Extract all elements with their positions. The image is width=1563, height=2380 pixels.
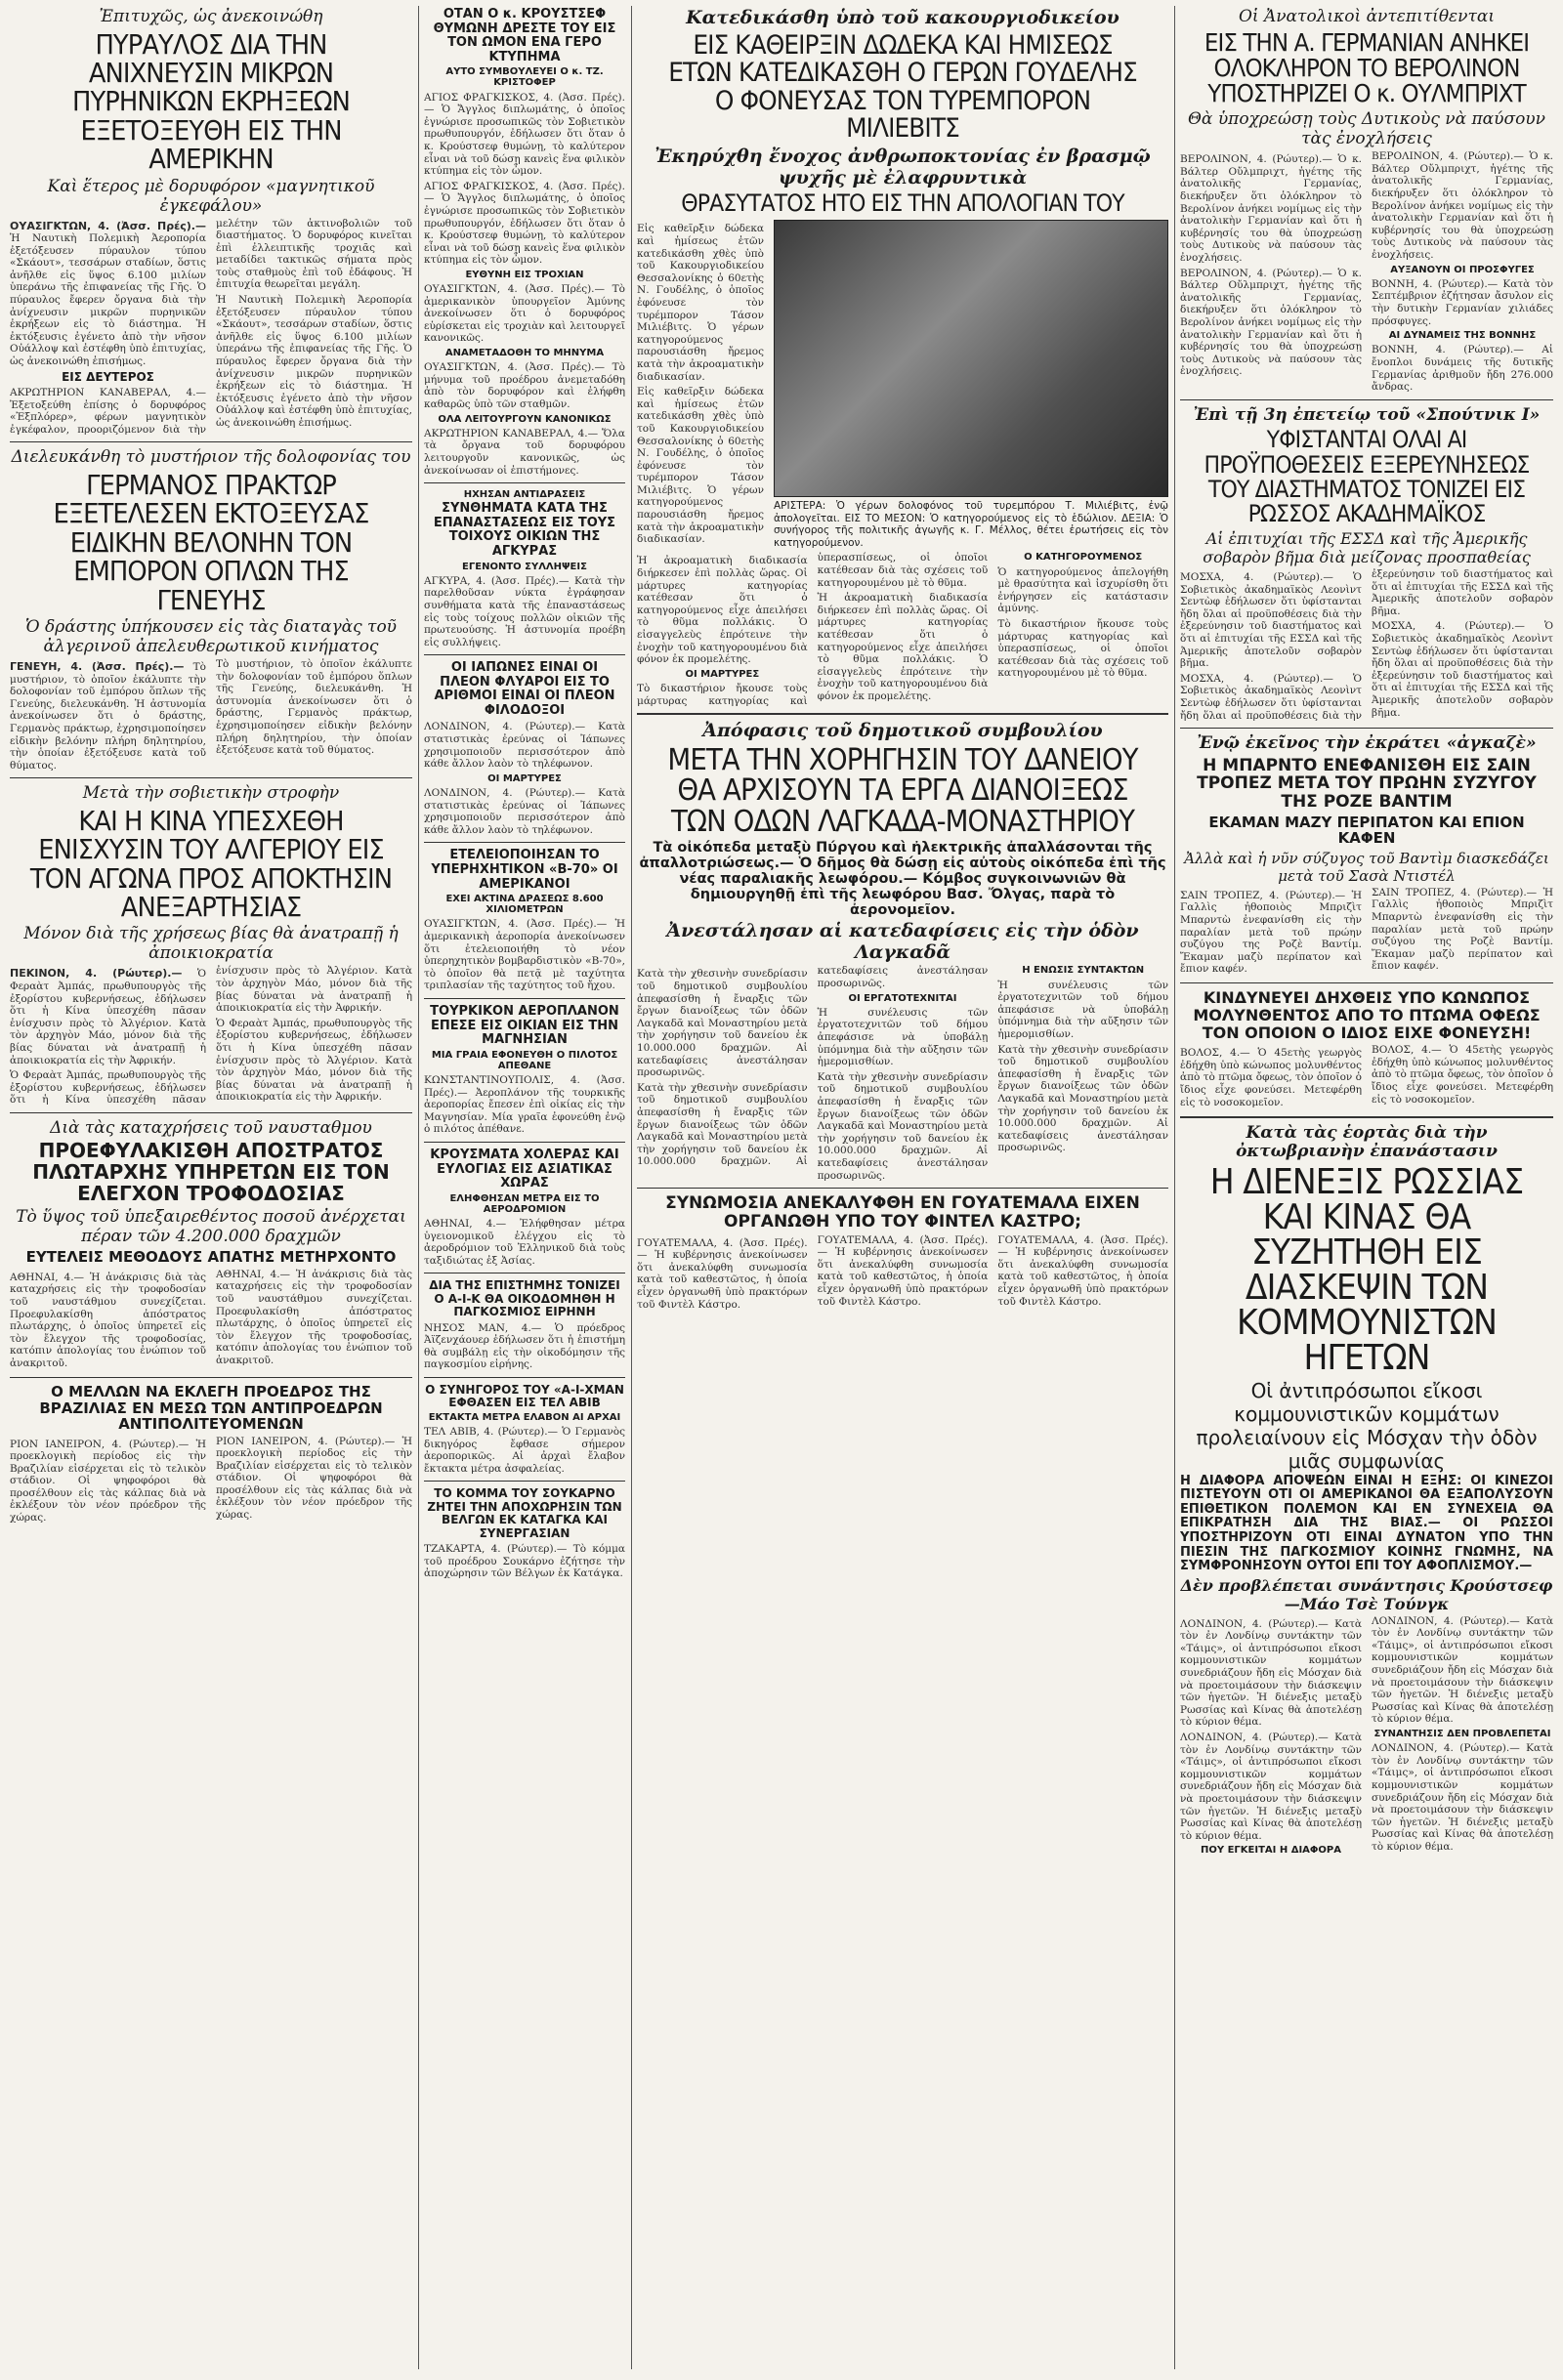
article-body: Ἡ συνέλευσις τῶν ἐργατοτεχνιτῶν τοῦ δήμου ἀπεφάσισε νὰ ὑποβάλῃ ὑπόμνημα διὰ τὴν αὔξησιν τῶν ἡμερομισθίων. (817, 1006, 989, 1068)
headline-plane-crash: ΤΟΥΡΚΙΚΟΝ ΑΕΡΟΠΛΑΝΟΝ ΕΠΕΣΕ ΕΙΣ ΟΙΚΙΑΝ ΕΙΣ ΤΗΝ ΜΑΓΝΗΣΙΑΝ (430, 1003, 619, 1048)
subheadline: Ἀλλὰ καὶ ἡ νῦν σύζυγος τοῦ Βαντὶμ διασκεδάζει μετὰ τοῦ Σασὰ Ντιστέλ (1184, 849, 1549, 885)
headline-agent: ΓΕΡΜΑΝΟΣ ΠΡΑΚΤΩΡ ΕΞΕΤΕΛΕΣΕΝ ΕΚΤΟΞΕΥΣΑΣ ΕΙΔΙΚΗΝ ΒΕΛΟΝΗΝ ΤΟΝ ΕΜΠΟΡΟΝ ΟΠΛΩΝ ΤΗΣ ΓΕΝΕΥΗΣ (53, 468, 369, 616)
article-body: ΛΟΝΔΙΝΟΝ, 4. (Ρώυτερ).— Κατὰ τὸν ἐν Λονδίνῳ συντάκτην τῶν «Τάιμς», οἱ ἀντιπρόσωποι εἴκοσι κομμουνιστικῶν κομμάτων συνεδριάζουν ἤδη εἰς Μόσχαν διὰ νὰ προετοιμάσουν τὴν διάσκεψιν τῶν ἡγετῶν. Ἡ διένεξις μεταξὺ Ρωσσίας καὶ Κίνας θὰ ἀποτελέσῃ τὸ κύριον θέμα. (1180, 1617, 1362, 1729)
section-heading: ΟΙ ΜΑΡΤΥΡΕΣ (685, 668, 760, 680)
article-body: Εἰς καθεῖρξιν δώδεκα καὶ ἡμίσεως ἐτῶν κατεδικάσθη χθὲς ὑπὸ τοῦ Κακουργιοδικείου Θεσσαλονίκης ὁ 60ετὴς Ν. Γουδέλης, ὁ ὁποῖος ἐφόνευσε τὸν τυρέμπορον Τάσον Μιλιέβιτς. Ὁ γέρων κατηγορούμενος παρουσιάσθη ἤρεμος κατὰ τὴν ἀκροαματικὴν διαδικασίαν. (637, 223, 764, 383)
article-body: Τὸ δικαστήριον ἤκουσε τοὺς μάρτυρας κατηγορίας καὶ ὑπερασπίσεως, οἱ ὁποῖοι κατέθεσαν διὰ τὰς σχέσεις τοῦ κατηγορουμένου μὲ τὸ θῦμα. (637, 552, 989, 707)
section-heading: ΕΥΘΥΝΗ ΕΙΣ ΤΡΟΧΙΑΝ (465, 269, 584, 280)
dateline: ΟΥΑΣΙΓΚΤΩΝ, 4. (Ἀσσ. Πρές).— (10, 219, 206, 232)
headline-ankara: ΣΥΝΘΗΜΑΤΑ ΚΑΤΑ ΤΗΣ ΕΠΑΝΑΣΤΑΣΕΩΣ ΕΙΣ ΤΟΥΣ ΤΟΙΧΟΥΣ ΟΙΚΙΩΝ ΤΗΣ ΑΓΚΥΡΑΣ (433, 501, 616, 559)
article-body: Τὸ μυστήριον, τὸ ὁποῖον ἐκάλυπτε τὴν δολοφονίαν τοῦ ἐμπόρου ὅπλων τῆς Γενεύης, διελευκάνθη. Ἡ ἀστυνομία ἀνεκοίνωσεν ὅτι ὁ δράστης, Γερμανὸς πράκτωρ, ἐχρησιμοποίησεν εἰδικὴν βελόνην πλήρη δηλητηρίου, τὴν ὁποίαν ἐξετόξευσε κατὰ τοῦ θύματος. (10, 660, 206, 772)
subheadline: ΜΙΑ ΓΡΑΙΑ ΕΦΟΝΕΥΘΗ Ο ΠΙΛΟΤΟΣ ΑΠΕΘΑΝΕ (431, 1049, 618, 1071)
article-body: Ὁ Φεραὰτ Ἀμπάς, πρωθυπουργὸς τῆς ἐξορίστου κυβερνήσεως, ἐδήλωσεν ὅτι ἡ Κίνα ὑπεσχέθη πᾶσαν ἐνίσχυσιν πρὸς τὸ Ἀλγέριον. Κατὰ τὸν ἀρχηγὸν Μάο, μόνον διὰ τῆς βίας δύναται νὰ ἀνατραπῇ ἡ ἀποικιοκρατία εἰς τὴν Ἀφρικήν. (10, 968, 206, 1066)
article-body: ΟΥΑΣΙΓΚΤΩΝ, 4. (Ἀσσ. Πρές).— Τὸ μήνυμα τοῦ προέδρου ἀνεμεταδόθη ἀπὸ τὸν δορυφόρον καὶ ἐλήφθη καθαρῶς ὑπὸ τῶν σταθμῶν. (424, 361, 625, 410)
headline-naval: ΠΡΟΕΦΥΛΑΚΙΣΘΗ ΑΠΟΣΤΡΑΤΟΣ ΠΛΩΤΑΡΧΗΣ ΥΠΗΡΕΤΩΝ ΕΙΣ ΤΟΝ ΕΛΕΓΧΟΝ ΤΡΟΦΟΔΟΣΙΑΣ (32, 1139, 390, 1205)
article-body: ΑΓΚΥΡΑ, 4. (Ἀσσ. Πρές).— Κατὰ τὴν παρελθοῦσαν νύκτα ἐγράφησαν συνθήματα κατὰ τῆς ἐπαναστάσεως εἰς τοὺς τοίχους πολλῶν οἰκιῶν τῆς πρωτευούσης. Ἡ ἀστυνομία προέβη εἰς συλλήψεις. (424, 574, 625, 648)
article-body: Εἰς καθεῖρξιν δώδεκα καὶ ἡμίσεως ἐτῶν κατεδικάσθη χθὲς ὑπὸ τοῦ Κακουργιοδικείου Θεσσαλονίκης ὁ 60ετὴς Ν. Γουδέλης, ὁ ὁποῖος ἐφόνευσε τὸν τυρέμπορον Τάσον Μιλιέβιτς. Ὁ γέρων κατηγορούμενος παρουσιάσθη ἤρεμος κατὰ τὴν ἀκροαματικὴν διαδικασίαν. (637, 386, 764, 546)
headline-china: ΚΑΙ Η ΚΙΝΑ ΥΠΕΣΧΕΘΗ ΕΝΙΣΧΥΣΙΝ ΤΟΥ ΑΛΓΕΡΙΟΥ ΕΙΣ ΤΟΝ ΑΓΩΝΑ ΠΡΟΣ ΑΠΟΚΤΗΣΙΝ ΑΝΕΞΑΡΤΗΣΙΑΣ (29, 804, 393, 923)
subheadline: Τὰ οἰκόπεδα μεταξὺ Πύργου καὶ ἠλεκτρικῆς ἀπαλλάσονται τῆς ἀπαλλοτριώσεως.— Ὁ δῆμος θὰ δώσῃ εἰς αὐτοὺς οἰκόπεδα ἐπὶ τῆς νέας παραλιακῆς λεωφόρου.— Κόμβος συγκοινωνιῶν θὰ δημιουργηθῇ ἐπὶ τῆς λεωφόρου Βασ. Ὄλγας, παρὰ τὸ ἀερονομεῖον. (639, 840, 1166, 919)
section-heading: Η ΕΝΩΣΙΣ ΣΥΝΤΑΚΤΩΝ (1022, 965, 1145, 977)
column-rule (631, 6, 632, 2369)
court-photo (774, 220, 1168, 497)
headline-mosquito: ΚΙΝΔΥΝΕΥΕΙ ΔΗΧΘΕΙΣ ΥΠΟ ΚΩΝΩΠΟΣ ΜΟΛΥΝΘΕΝΤΟΣ ΑΠΟ ΤΟ ΠΤΩΜΑ ΟΦΕΩΣ ΤΟΝ ΟΠΟΙΟΝ Ο ΙΔΙΟΣ ΕΙΧΕ ΦΟΝΕΥΣΗ! (1193, 988, 1541, 1042)
section-heading: ΑΥΞΑΝΟΥΝ ΟΙ ΠΡΟΣΦΥΓΕΣ (1390, 264, 1535, 275)
article-body: Ἡ ἀκροαματικὴ διαδικασία διήρκεσεν ἐπὶ πολλὰς ὥρας. Οἱ μάρτυρες κατηγορίας κατέθεσαν ὅτι ὁ κατηγορούμενος εἶχε ἀπειλήσει τὸ θῦμα πολλάκις. Ὁ εἰσαγγελεὺς ἐπρότεινε τὴν ἐνοχὴν τοῦ κατηγορουμένου διὰ φόνον ἐκ προμελέτης. (637, 555, 808, 666)
subheadline: Αἱ ἐπιτυχίαι τῆς ΕΣΣΔ καὶ τῆς Ἀμερικῆς σοβαρὸν βῆμα διὰ μείζονας προσπαθείας (1203, 529, 1531, 567)
section-heading: Ο ΚΑΤΗΓΟΡΟΥΜΕΝΟΣ (1024, 552, 1143, 564)
subheadline: Μόνον διὰ τῆς χρήσεως βίας θὰ ἀνατραπῇ ἡ ἀποικιοκρατία (23, 924, 399, 964)
article-body: Ἡ ἀκροαματικὴ διαδικασία διήρκεσεν ἐπὶ πολλὰς ὥρας. Οἱ μάρτυρες κατηγορίας κατέθεσαν ὅτι ὁ κατηγορούμενος εἶχε ἀπειλήσει τὸ θῦμα πολλάκις. Ὁ εἰσαγγελεὺς ἐπρότεινε τὴν ἐνοχὴν τοῦ κατηγορουμένου διὰ φόνον ἐκ προμελέτης. (817, 592, 989, 702)
article-body: ΣΑΙΝ ΤΡΟΠΕΖ, 4. (Ρώυτερ).— Ἡ Γαλλὶς ἠθοποιὸς Μπριζὶτ Μπαρντὼ ἐνεφανίσθη εἰς τὴν παραλίαν μετὰ τοῦ πρώην συζύγου της Ροζὲ Βαντίμ. Ἔκαμαν μαζὺ περίπατον καὶ ἔπιον καφέν. (1180, 889, 1362, 976)
article-body: ΒΕΡΟΛΙΝΟΝ, 4. (Ρώυτερ).— Ὁ κ. Βάλτερ Οὔλμπριχτ, ἡγέτης τῆς ἀνατολικῆς Γερμανίας, διεκήρυξεν ὅτι ὁλόκληρον τὸ Βερολίνον ἀνήκει νομίμως εἰς τὴν ἀνατολικὴν Γερμανίαν καὶ ὅτι ἡ κυβέρνησίς του θὰ ὑποχρεώσῃ τοὺς Δυτικοὺς νὰ παύσουν τὰς ἐνοχλήσεις. (1372, 150, 1553, 262)
article-body: ΤΖΑΚΑΡΤΑ, 4. (Ρώυτερ).— Τὸ κόμμα τοῦ προέδρου Σουκάρνο ἐζήτησε τὴν ἀποχώρησιν τῶν Βέλγων ἐκ Κατάγκα. (424, 1543, 625, 1580)
kicker: Διελευκάνθη τὸ μυστήριον τῆς δολοφονίας του (11, 447, 411, 468)
article-body: Κατὰ τὴν χθεσινὴν συνεδρίασιν τοῦ δημοτικοῦ συμβουλίου ἀπεφασίσθη ἡ ἔναρξις τῶν ἔργων διανοίξεως τῶν ὁδῶν Λαγκαδᾶ καὶ Μοναστηρίου μετὰ τὴν χορήγησιν τοῦ δανείου ἐκ 10.000.000 δραχμῶν. Αἱ κατεδαφίσεις ἀνεστάλησαν προσωρινῶς. (997, 1043, 1168, 1154)
kicker: Διὰ τὰς καταχρήσεις τοῦ ναυσταθμου (50, 1117, 372, 1138)
section-heading: ΠΟΥ ΕΓΚΕΙΤΑΙ Η ΔΙΑΦΟΡΑ (1201, 1845, 1341, 1857)
article-body: Κατὰ τὴν χθεσινὴν συνεδρίασιν τοῦ δημοτικοῦ συμβουλίου ἀπεφασίσθη ἡ ἔναρξις τῶν ἔργων διανοίξεως τῶν ὁδῶν Λαγκαδᾶ καὶ Μοναστηρίου μετὰ τὴν χορήγησιν τοῦ δανείου ἐκ 10.000.000 δραχμῶν. Αἱ κατεδαφίσεις ἀνεστάλησαν προσωρινῶς. (637, 965, 989, 1168)
subheadline: Ἐκηρύχθη ἔνοχος ἀνθρωποκτονίας ἐν βρασμῷ ψυχῆς μὲ ἐλαφρυντικὰ (655, 146, 1151, 189)
newspaper-page (10, 6, 1553, 2369)
headline-japanese: ΟΙ ΙΑΠΩΝΕΣ ΕΙΝΑΙ ΟΙ ΠΛΕΟΝ ΦΛΥΑΡΟΙ ΕΙΣ ΤΟ ΑΡΙΘΜΟΙ ΕΙΝΑΙ ΟΙ ΠΛΕΟΝ ΦΙΛΟΔΟΞΟΙ (434, 660, 615, 718)
article-body: Κατὰ τὴν χθεσινὴν συνεδρίασιν τοῦ δημοτικοῦ συμβουλίου ἀπεφασίσθη ἡ ἔναρξις τῶν ἔργων διανοίξεως τῶν ὁδῶν Λαγκαδᾶ καὶ Μοναστηρίου μετὰ τὴν χορήγησιν τοῦ δανείου ἐκ 10.000.000 δραχμῶν. Αἱ κατεδαφίσεις ἀνεστάλησαν προσωρινῶς. (817, 1070, 989, 1182)
column-rule (1174, 6, 1175, 2369)
kicker: Ἐπιτυχῶς, ὡς ἀνεκοινώθη (99, 7, 323, 26)
article-body: ΝΗΣΟΣ ΜΑΝ, 4.— Ὁ πρόεδρος Ἀϊζενχάουερ ἐδήλωσεν ὅτι ἡ ἐπιστήμη θὰ συμβάλῃ εἰς τὴν οἰκοδόμησιν τῆς παγκοσμίου εἰρήνης. (424, 1321, 625, 1371)
column-rule (418, 6, 419, 2369)
kicker: Μετὰ τὴν σοβιετικὴν στροφὴν (82, 783, 340, 804)
article-body: ΜΟΣΧΑ, 4. (Ρώυτερ).— Ὁ Σοβιετικὸς ἀκαδημαϊκὸς Λεονὶντ Σεντὼφ ἐδήλωσεν ὅτι ὑφίστανται ἤδη ὅλαι αἱ προϋποθέσεις διὰ τὴν ἐξερεύνησιν τοῦ διαστήματος καὶ ὅτι αἱ ἐπιτυχίαι τῆς ΕΣΣΔ καὶ τῆς Ἀμερικῆς ἀποτελοῦν σοβαρὸν βῆμα. (1180, 568, 1553, 722)
article-body: ΓΟΥΑΤΕΜΑΛΑ, 4. (Ἀσσ. Πρές).— Ἡ κυβέρνησις ἀνεκοίνωσεν ὅτι ἀνεκαλύφθη συνωμοσία κατὰ τοῦ καθεστῶτος, ἡ ὁποία εἶχεν ὀργανωθῆ ὑπὸ πρακτόρων τοῦ Φιντὲλ Κάστρο. (637, 1236, 808, 1311)
article-body: Τὸ μυστήριον, τὸ ὁποῖον ἐκάλυπτε τὴν δολοφονίαν τοῦ ἐμπόρου ὅπλων τῆς Γενεύης, διελευκάνθη. Ἡ ἀστυνομία ἀνεκοίνωσεν ὅτι ὁ δράστης, Γερμανὸς πράκτωρ, ἐχρησιμοποίησεν εἰδικὴν βελόνην πλήρη δηλητηρίου, τὴν ὁποίαν ἐξετόξευσε κατὰ τοῦ θύματος. (216, 657, 412, 757)
article-body: ΒΕΡΟΛΙΝΟΝ, 4. (Ρώυτερ).— Ὁ κ. Βάλτερ Οὔλμπριχτ, ἡγέτης τῆς ἀνατολικῆς Γερμανίας, διεκήρυξεν ὅτι ὁλόκληρον τὸ Βερολίνον ἀνήκει νομίμως εἰς τὴν ἀνατολικὴν Γερμανίαν καὶ ὅτι ἡ κυβέρνησίς του θὰ ὑποχρεώσῃ τοὺς Δυτικοὺς νὰ παύσουν τὰς ἐνοχλήσεις. (1180, 267, 1362, 378)
article-body: ΑΓΙΟΣ ΦΡΑΓΚΙΣΚΟΣ, 4. (Ἀσσ. Πρές).— Ὁ Ἄγγλος διπλωμάτης, ὁ ὁποῖος ἐγνώρισε προσωπικῶς τὸν Σοβιετικὸν πρωθυπουργόν, ἐδήλωσεν ὅτι ὅταν ὁ κ. Κρούστσεφ θυμώνῃ, τὸ καλύτερον εἶναι νὰ τοῦ δώσῃ κανεὶς ἕνα φιλικὸν κτύπημα εἰς τὸν ὦμον. (424, 180, 625, 267)
subheadline: Καὶ ἕτερος μὲ δορυφόρον «μαγνητικοῦ ἐγκεφάλου» (47, 176, 375, 216)
article-body: ΓΟΥΑΤΕΜΑΛΑ, 4. (Ἀσσ. Πρές).— Ἡ κυβέρνησις ἀνεκοίνωσεν ὅτι ἀνεκαλύφθη συνωμοσία κατὰ τοῦ καθεστῶτος, ἡ ὁποία εἶχεν ὀργανωθῆ ὑπὸ πρακτόρων τοῦ Φιντὲλ Κάστρο. (817, 1233, 989, 1308)
headline-defense: ΘΡΑΣΥΤΑΤΟΣ ΗΤΟ ΕΙΣ ΤΗΝ ΑΠΟΛΟΓΙΑΝ ΤΟΥ (681, 189, 1124, 218)
article-body: ΜΟΣΧΑ, 4. (Ρώυτερ).— Ὁ Σοβιετικὸς ἀκαδημαϊκὸς Λεονὶντ Σεντὼφ ἐδήλωσεν ὅτι ὑφίστανται ἤδη ὅλαι αἱ προϋποθέσεις διὰ τὴν ἐξερεύνησιν τοῦ διαστήματος καὶ ὅτι αἱ ἐπιτυχίαι τῆς ΕΣΣΔ καὶ τῆς Ἀμερικῆς ἀποτελοῦν σοβαρὸν βῆμα. (1180, 571, 1362, 670)
subheadline: ΕΧΕΙ ΑΚΤΙΝΑ ΔΡΑΣΕΩΣ 8.600 ΧΙΛΙΟΜΕΤΡΩΝ (445, 894, 604, 916)
article-body: ΚΩΝΣΤΑΝΤΙΝΟΥΠΟΛΙΣ, 4. (Ἀσσ. Πρές).— Ἀεροπλάνον τῆς τουρκικῆς ἀεροπορίας ἔπεσεν ἐπὶ οἰκίας εἰς τὴν Μαγνησίαν. Μία γραῖα ἐφονεύθη ἐνῷ ὁ πιλότος ἀπέθανε. (424, 1074, 625, 1136)
article-body: ΡΙΟΝ ΙΑΝΕΙΡΟΝ, 4. (Ρώυτερ).— Ἡ προεκλογικὴ περίοδος εἰς τὴν Βραζιλίαν εἰσέρχεται εἰς τὸ τελικὸν στάδιον. Οἱ ψηφοφόροι θὰ προσέλθουν εἰς τὰς κάλπας διὰ νὰ ἐκλέξουν τὸν νέον πρόεδρον τῆς χώρας. (216, 1435, 412, 1522)
article-body: ΑΚΡΩΤΗΡΙΟΝ ΚΑΝΑΒΕΡΑΛ, 4.— Ἐξετοξεύθη ἐπίσης ὁ δορυφόρος «Ἐξπλόρερ», φέρων μαγνητικὸν ἐγκέφαλον, προοριζόμενον διὰ τὴν μελέτην τῶν ἀκτινοβολιῶν τοῦ διαστήματος. Ὁ δορυφόρος κινεῖται ἐπὶ ἐλλειπτικῆς τροχιᾶς καὶ μεταδίδει τακτικῶς σήματα πρὸς τοὺς σταθμοὺς ἐπὶ τοῦ ἐδάφους. Ἡ ἐπιτυχία θεωρεῖται μεγάλη. (10, 217, 412, 436)
article-body: ΑΘΗΝΑΙ, 4.— Ἡ ἀνάκρισις διὰ τὰς καταχρήσεις εἰς τὴν τροφοδοσίαν τοῦ ναυστάθμου συνεχίζεται. Προεφυλακίσθη ἀπόστρατος πλωτάρχης, ὁ ὁποῖος ὑπηρετεῖ εἰς τὸν ἔλεγχον τῆς τροφοδοσίας, κατόπιν ἀπολογίας του ἐνώπιον τοῦ ἀνακριτοῦ. (216, 1268, 412, 1366)
headline-space: ΥΦΙΣΤΑΝΤΑΙ ΟΛΑΙ ΑΙ ΠΡΟΫΠΟΘΕΣΕΙΣ ΕΞΕΡΕΥΝΗΣΕΩΣ ΤΟΥ ΔΙΑΣΤΗΜΑΤΟΣ ΤΟΝΙΖΕΙ ΕΙΣ ΡΩΣΣΟΣ ΑΚΑΔΗΜΑΪΚΟΣ (1204, 426, 1530, 527)
headline-bardot-walk: ΕΚΑΜΑΝ ΜΑΖΥ ΠΕΡΙΠΑΤΟΝ ΚΑΙ ΕΠΙΟΝ ΚΑΦΕΝ (1208, 813, 1525, 848)
kicker: Οἱ Ἀνατολικοὶ ἀντεπιτίθενται (1238, 7, 1496, 26)
headline-eichmann: Ο ΣΥΝΗΓΟΡΟΣ ΤΟΥ «Α-Ι-ΧΜΑΝ ΕΦΘΑΣΕΝ ΕΙΣ ΤΕΛ ΑΒΙΒ (425, 1383, 624, 1410)
article-body: ΡΙΟΝ ΙΑΝΕΙΡΟΝ, 4. (Ρώυτερ).— Ἡ προεκλογικὴ περίοδος εἰς τὴν Βραζιλίαν εἰσέρχεται εἰς τὸ τελικὸν στάδιον. Οἱ ψηφοφόροι θὰ προσέλθουν εἰς τὰς κάλπας διὰ νὰ ἐκλέξουν τὸν νέον πρόεδρον τῆς χώρας. (10, 1438, 206, 1524)
column-4 (1180, 6, 1553, 1858)
section-heading: ΟΙ ΜΑΡΤΥΡΕΣ (487, 772, 562, 784)
article-body: Ὁ Φεραὰτ Ἀμπάς, πρωθυπουργὸς τῆς ἐξορίστου κυβερνήσεως, ἐδήλωσεν ὅτι ἡ Κίνα ὑπεσχέθη πᾶσαν ἐνίσχυσιν πρὸς τὸ Ἀλγέριον. Κατὰ τὸν ἀρχηγὸν Μάο, μόνον διὰ τῆς βίας δύναται νὰ ἀνατραπῇ ἡ ἀποικιοκρατία εἰς τὴν Ἀφρικήν. (216, 1017, 412, 1104)
kicker: Κατὰ τὰς ἑορτὰς διὰ τὴν ὀκτωβριανὴν ἐπανάστασιν (1236, 1122, 1498, 1162)
headline-science-peace: ΔΙΑ ΤΗΣ ΕΠΙΣΤΗΜΗΣ ΤΟΝΙΖΕΙ Ο Α-Ι-Κ ΘΑ ΟΙΚΟΔΟΜΗΘΗ Η ΠΑΓΚΟΣΜΙΟΣ ΕΙΡΗΝΗ (429, 1278, 620, 1319)
subheadline: ΕΛΗΦΘΗΣΑΝ ΜΕΤΡΑ ΕΙΣ ΤΟ ΑΕΡΟΔΡΟΜΙΟΝ (449, 1192, 600, 1215)
headline-fraud: ΕΥΤΕΛΕΙΣ ΜΕΘΟΔΟΥΣ ΑΠΑΤΗΣ ΜΕΤΗΡΧΟΝΤΟ (25, 1248, 397, 1267)
section-heading: ΕΙΣ ΔΕΥΤΕΡΟΣ (62, 369, 154, 384)
subheadline: Θὰ ὑποχρεώσῃ τοὺς Δυτικοὺς νὰ παύσουν τὰς ἐνοχλήσεις (1188, 109, 1545, 149)
headline-cholera: ΚΡΟΥΣΜΑΤΑ ΧΟΛΕΡΑΣ ΚΑΙ ΕΥΛΟΓΙΑΣ ΕΙΣ ΑΣΙΑΤΙΚΑΣ ΧΩΡΑΣ (430, 1147, 619, 1191)
article-body: Τὸ δικαστήριον ἤκουσε τοὺς μάρτυρας κατηγορίας καὶ ὑπερασπίσεως, οἱ ὁποῖοι κατέθεσαν διὰ τὰς σχέσεις τοῦ κατηγορουμένου μὲ τὸ θῦμα. (997, 617, 1168, 680)
subheadline: ΑΥΤΟ ΣΥΜΒΟΥΛΕΥΕΙ Ο κ. ΤΖ. ΚΡΙΣΤΟΦΕΡ (445, 66, 604, 89)
dateline: ΓΕΝΕΥΗ, 4. (Ἀσσ. Πρές).— (10, 659, 185, 673)
article-body: ΛΟΝΔΙΝΟΝ, 4. (Ρώυτερ).— Κατὰ στατιστικὰς ἐρεύνας οἱ Ἰάπωνες χρησιμοποιοῦν περισσότερον ἀπὸ κάθε ἄλλον λαὸν τὸ τηλέφωνον. (424, 721, 625, 771)
subheadline: ΕΚΤΑΚΤΑ ΜΕΤΡΑ ΕΛΑΒΟΝ ΑΙ ΑΡΧΑΙ (428, 1411, 621, 1423)
article-body: ΒΟΛΟΣ, 4.— Ὁ 45ετὴς γεωργὸς ἐδήχθη ὑπὸ κώνωπος μολυνθέντος ἀπὸ τὸ πτῶμα ὄφεως, τὸν ὁποῖον ὁ ἴδιος εἶχε φονεύσει. Μετεφέρθη εἰς τὸ νοσοκομεῖον. (1372, 1044, 1553, 1106)
headline-b70: ΕΤΕΛΕΙΟΠΟΙΗΣΑΝ ΤΟ ΥΠΕΡΗΧΗΤΙΚΟΝ «Β-70» ΟΙ ΑΜΕΡΙΚΑΝΟΙ (431, 848, 618, 892)
section-heading: ΑΙ ΔΥΝΑΜΕΙΣ ΤΗΣ ΒΟΝΝΗΣ (1388, 330, 1537, 342)
photo-caption: ΑΡΙΣΤΕΡΑ: Ὁ γέρων δολοφόνος τοῦ τυρεμπόρου Τ. Μιλιέβιτς, ἐνῷ ἀπολογεῖται. ΕΙΣ ΤΟ ΜΕΣΟΝ: Ὁ κατηγορούμενος εἰς τὸ ἑδώλιον. ΔΕΞΙΑ: Ὁ συνήγορος τῆς πολιτικῆς ἀγωγῆς κ. Γ. Μέλλος, θέτει ἐρωτήσεις εἰς τὸν κατηγορούμενον. (774, 500, 1168, 549)
headline-russia-china: Η ΔΙΕΝΕΞΙΣ ΡΩΣΣΙΑΣ ΚΑΙ ΚΙΝΑΣ ΘΑ ΣΥΖΗΤΗΘΗ ΕΙΣ ΔΙΑΣΚΕΨΙΝ ΤΩΝ ΚΟΜΜΟΥΝΙΣΤΩΝ ΗΓΕΤΩΝ (1209, 1161, 1524, 1378)
headline-sukarno: ΤΟ ΚΟΜΜΑ ΤΟΥ ΣΟΥΚΑΡΝΟ ΖΗΤΕΙ ΤΗΝ ΑΠΟΧΩΡΗΣΙΝ ΤΩΝ ΒΕΛΓΩΝ ΕΚ ΚΑΤΑΓΚΑ ΚΑΙ ΣΥΝΕΡΓΑΣΙΑΝ (427, 1486, 622, 1540)
section-heading: ΟΙ ΕΡΓΑΤΟΤΕΧΝΙΤΑΙ (848, 992, 957, 1004)
article-body: ΒΕΡΟΛΙΝΟΝ, 4. (Ρώυτερ).— Ὁ κ. Βάλτερ Οὔλμπριχτ, ἡγέτης τῆς ἀνατολικῆς Γερμανίας, διεκήρυξεν ὅτι ὁλόκληρον τὸ Βερολίνον ἀνήκει νομίμως εἰς τὴν ἀνατολικὴν Γερμανίαν καὶ ὅτι ἡ κυβέρνησίς του θὰ ὑποχρεώσῃ τοὺς Δυτικοὺς νὰ παύσουν τὰς ἐνοχλήσεις. (1180, 153, 1362, 265)
column-3 (637, 6, 1168, 1312)
dateline: ΠΕΚΙΝΟΝ, 4. (Ρώυτερ).— (10, 967, 183, 981)
kicker: Κατεδικάσθη ὑπὸ τοῦ κακουργιοδικείου (686, 7, 1119, 28)
kicker: Ἐπὶ τῇ 3η ἐπετείῳ τοῦ «Σπούτνικ Ι» (1193, 404, 1541, 425)
headline-brazil: Ο ΜΕΛΛΩΝ ΝΑ ΕΚΛΕΓΗ ΠΡΟΕΔΡΟΣ ΤΗΣ ΒΡΑΖΙΛΙΑΣ ΕΝ ΜΕΣΩ ΤΩΝ ΑΝΤΙΠΡΟΕΔΡΩΝ ΑΝΤΙΠΟΛΙΤΕΥΟΜΕΝΩΝ (39, 1383, 383, 1433)
article-body: ΑΚΡΩΤΗΡΙΟΝ ΚΑΝΑΒΕΡΑΛ, 4.— Ὅλα τὰ ὄργανα τοῦ δορυφόρου λειτουργοῦν κανονικῶς, ὡς ἀνεκοίνωσαν οἱ ἐπιστήμονες. (424, 427, 625, 477)
subheadline: Ὁ δράστης ὑπήκουσεν εἰς τὰς διαταγὰς τοῦ ἀλγερινοῦ ἀπελευθερωτικοῦ κινήματος (24, 616, 398, 656)
article-body: ΓΟΥΑΤΕΜΑΛΑ, 4. (Ἀσσ. Πρές).— Ἡ κυβέρνησις ἀνεκοίνωσεν ὅτι ἀνεκαλύφθη συνωμοσία κατὰ τοῦ καθεστῶτος, ἡ ὁποία εἶχεν ὀργανωθῆ ὑπὸ πρακτόρων τοῦ Φιντὲλ Κάστρο. (997, 1233, 1168, 1308)
section-heading: ΣΥΝΑΝΤΗΣΙΣ ΔΕΝ ΠΡΟΒΛΕΠΕΤΑΙ (1373, 1728, 1551, 1739)
section-heading: ΕΓΕΝΟΝΤΟ ΣΥΛΛΗΨΕΙΣ (462, 561, 587, 572)
article-body: ΑΘΗΝΑΙ, 4.— Ἡ ἀνάκρισις διὰ τὰς καταχρήσεις εἰς τὴν τροφοδοσίαν τοῦ ναυστάθμου συνεχίζεται. Προεφυλακίσθη ἀπόστρατος πλωτάρχης, ὁ ὁποῖος ὑπηρετεῖ εἰς τὸν ἔλεγχον τῆς τροφοδοσίας, κατόπιν ἀπολογίας του ἐνώπιον τοῦ ἀνακριτοῦ. (10, 1271, 206, 1369)
subheadline-demolitions: Ἀνεστάλησαν αἱ κατεδαφίσεις εἰς τὴν ὁδὸν Λαγκαδᾶ (666, 920, 1139, 964)
article-body: Ἡ συνέλευσις τῶν ἐργατοτεχνιτῶν τοῦ δήμου ἀπεφάσισε νὰ ὑποβάλῃ ὑπόμνημα διὰ τὴν αὔξησιν τῶν ἡμερομισθίων. (997, 979, 1168, 1041)
article-body: Κατὰ τὴν χθεσινὴν συνεδρίασιν τοῦ δημοτικοῦ συμβουλίου ἀπεφασίσθη ἡ ἔναρξις τῶν ἔργων διανοίξεως τῶν ὁδῶν Λαγκαδᾶ καὶ Μοναστηρίου μετὰ τὴν χορήγησιν τοῦ δανείου ἐκ 10.000.000 δραχμῶν. Αἱ κατεδαφίσεις ἀνεστάλησαν προσωρινῶς. (637, 968, 808, 1079)
article-body: ΟΥΑΣΙΓΚΤΩΝ, 4. (Ἀσσ. Πρές).— Τὸ ἀμερικανικὸν ὑπουργεῖον Ἀμύνης ἀνεκοίνωσεν ὅτι ὁ δορυφόρος εὑρίσκεται εἰς τροχιὰν καὶ λειτουργεῖ κανονικῶς. (424, 283, 625, 345)
subheadline: Οἱ ἀντιπρόσωποι εἴκοσι κομμουνιστικῶν κομμάτων προλειαίνουν εἰς Μόσχαν τὴν ὁδὸν μιᾶς συμφωνίας (1196, 1378, 1538, 1473)
article-body: ΜΟΣΧΑ, 4. (Ρώυτερ).— Ὁ Σοβιετικὸς ἀκαδημαϊκὸς Λεονὶντ Σεντὼφ ἐδήλωσεν ὅτι ὑφίστανται ἤδη ὅλαι αἱ προϋποθέσεις διὰ τὴν ἐξερεύνησιν τοῦ διαστήματος καὶ ὅτι αἱ ἐπιτυχίαι τῆς ΕΣΣΔ καὶ τῆς Ἀμερικῆς ἀποτελοῦν σοβαρὸν βῆμα. (1372, 620, 1553, 719)
article-body: ΣΑΙΝ ΤΡΟΠΕΖ, 4. (Ρώυτερ).— Ἡ Γαλλὶς ἠθοποιὸς Μπριζὶτ Μπαρντὼ ἐνεφανίσθη εἰς τὴν παραλίαν μετὰ τοῦ πρώην συζύγου της Ροζὲ Βαντίμ. Ἔκαμαν μαζὺ περίπατον καὶ ἔπιον καφέν. (1372, 886, 1553, 973)
article-body: Ἡ Ναυτικὴ Πολεμικὴ Ἀεροπορία ἐξετόξευσεν πύραυλον τύπου «Σκάουτ», τεσσάρων σταδίων, ὅστις ἀνῆλθε εἰς ὕψος 6.100 μιλίων ὑπεράνω τῆς ἐπιφανείας τῆς Γῆς. Ὁ πύραυλος ἔφερεν ὄργανα διὰ τὴν ἀνίχνευσιν μικρῶν πυρηνικῶν ἐκρήξεων εἰς τὸ διάστημα. Ἡ ἐκτόξευσις ἐγένετο ἀπὸ τὴν νῆσον Οὐάλλοψ καὶ ἐστέφθη ὑπὸ ἐπιτυχίας, ὡς ἀνεκοινώθη ἐπισήμως. (216, 294, 412, 429)
article-body: ΒΟΝΝΗ, 4. (Ρώυτερ).— Αἱ ἔνοπλοι δυνάμεις τῆς δυτικῆς Γερμανίας ἀριθμοῦν ἤδη 276.000 ἄνδρας. (1372, 344, 1553, 394)
column-2 (424, 6, 625, 1583)
kicker: Ἐνῷ ἐκεῖνος τὴν ἐκράτει «ἀγκαζὲ» (1197, 733, 1537, 754)
section-heading: ΟΛΑ ΛΕΙΤΟΥΡΓΟΥΝ ΚΑΝΟΝΙΚΩΣ (438, 413, 612, 425)
headline-guatemala: ΣΥΝΩΜΟΣΙΑ ΑΝΕΚΑΛΥΦΘΗ ΕΝ ΓΟΥΑΤΕΜΑΛΑ ΕΙΧΕΝ ΟΡΓΑΝΩΘΗ ΥΠΟ ΤΟΥ ΦΙΝΤΕΛ ΚΑΣΤΡΟ; (665, 1193, 1140, 1232)
subheadline-meeting: Δὲν προβλέπεται συνάντησις Κρούστσεφ—Μάο Τσὲ Τούνγκ (1180, 1575, 1553, 1613)
headline-bardot: Η ΜΠΑΡΝΤΟ ΕΝΕΦΑΝΙΣΘΗ ΕΙΣ ΣΑΙΝ ΤΡΟΠΕΖ ΜΕΤΑ ΤΟΥ ΠΡΩΗΝ ΣΥΖΥΓΟΥ ΤΗΣ ΡΟΖΕ ΒΑΝΤΙΜ (1197, 755, 1537, 813)
article-body: Ἡ Ναυτικὴ Πολεμικὴ Ἀεροπορία ἐξετόξευσεν πύραυλον τύπου «Σκάουτ», τεσσάρων σταδίων, ὅστις ἀνῆλθε εἰς ὕψος 6.100 μιλίων ὑπεράνω τῆς ἐπιφανείας τῆς Γῆς. Ὁ πύραυλος ἔφερεν ὄργανα διὰ τὴν ἀνίχνευσιν μικρῶν πυρηνικῶν ἐκρήξεων εἰς τὸ διάστημα. Ἡ ἐκτόξευσις ἐγένετο ἀπὸ τὴν νῆσον Οὐάλλοψ καὶ ἐστέφθη ὑπὸ ἐπιτυχίας, ὡς ἀνεκοινώθη ἐπισήμως. (10, 232, 206, 368)
headline-rocket: ΠΥΡΑΥΛΟΣ ΔΙΑ ΤΗΝ ΑΝΙΧΝΕΥΣΙΝ ΜΙΚΡΩΝ ΠΥΡΗΝΙΚΩΝ ΕΚΡΗΞΕΩΝ ΕΞΕΤΟΞΕΥΘΗ ΕΙΣ ΤΗΝ ΑΜΕΡΙΚΗΝ (72, 27, 350, 176)
section-heading: ΑΝΑΜΕΤΑΔΟΘΗ ΤΟ ΜΗΝΥΜΑ (444, 348, 605, 359)
article-body: ΛΟΝΔΙΝΟΝ, 4. (Ρώυτερ).— Κατὰ τὸν ἐν Λονδίνῳ συντάκτην τῶν «Τάιμς», οἱ ἀντιπρόσωποι εἴκοσι κομμουνιστικῶν κομμάτων συνεδριάζουν ἤδη εἰς Μόσχαν διὰ νὰ προετοιμάσουν τὴν διάσκεψιν τῶν ἡγετῶν. Ἡ διένεξις μεταξὺ Ρωσσίας καὶ Κίνας θὰ ἀποτελέσῃ τὸ κύριον θέμα. (1372, 1742, 1553, 1853)
headline-roads: ΜΕΤΑ ΤΗΝ ΧΟΡΗΓΗΣΙΝ ΤΟΥ ΔΑΝΕΙΟΥ ΘΑ ΑΡΧΙΣΟΥΝ ΤΑ ΕΡΓΑ ΔΙΑΝΟΙΞΕΩΣ ΤΩΝ ΟΔΩΝ ΛΑΓΚΑΔΑ-ΜΟΝΑΣΤΗΡΙΟΥ (667, 742, 1138, 839)
article-body: ΛΟΝΔΙΝΟΝ, 4. (Ρώυτερ).— Κατὰ τὸν ἐν Λονδίνῳ συντάκτην τῶν «Τάιμς», οἱ ἀντιπρόσωποι εἴκοσι κομμουνιστικῶν κομμάτων συνεδριάζουν ἤδη εἰς Μόσχαν διὰ νὰ προετοιμάσουν τὴν διάσκεψιν τῶν ἡγετῶν. Ἡ διένεξις μεταξὺ Ρωσσίας καὶ Κίνας θὰ ἀποτελέσῃ τὸ κύριον θέμα. (1372, 1614, 1553, 1726)
article-body: ΤΕΛ ΑΒΙΒ, 4. (Ρώυτερ).— Ὁ Γερμανὸς δικηγόρος ἔφθασε σήμερον ἀεροπορικῶς. Αἱ ἀρχαὶ ἔλαβον ἔκτακτα μέτρα ἀσφαλείας. (424, 1426, 625, 1475)
article-body: ΟΥΑΣΙΓΚΤΩΝ, 4. (Ἀσσ. Πρές).— Ἡ ἀμερικανικὴ ἀεροπορία ἀνεκοίνωσεν ὅτι ἐτελειοποιήθη τὸ νέον ὑπερηχητικὸν βομβαρδιστικὸν «Β-70», τὸ ὁποῖον θὰ πετᾷ μὲ ταχύτητα τριπλασίαν τῆς ταχύτητος τοῦ ἤχου. (424, 918, 625, 992)
headline-khrushchev: ΟΤΑΝ Ο κ. ΚΡΟΥΣΤΣΕΦ ΘΥΜΩΝΗ ΔΡΕΣΤΕ ΤΟΥ ΕΙΣ ΤΟΝ ΩΜΟΝ ΕΝΑ ΓΕΡΟ ΚΤΥΠΗΜΑ (433, 7, 616, 64)
article-body: Ὁ Φεραὰτ Ἀμπάς, πρωθυπουργὸς τῆς ἐξορίστου κυβερνήσεως, ἐδήλωσεν ὅτι ἡ Κίνα ὑπεσχέθη πᾶσαν ἐνίσχυσιν πρὸς τὸ Ἀλγέριον. Κατὰ τὸν ἀρχηγὸν Μάο, μόνον διὰ τῆς βίας δύναται νὰ ἀνατραπῇ ἡ ἀποικιοκρατία εἰς τὴν Ἀφρικήν. (10, 965, 412, 1106)
article-body: ΒΟΝΝΗ, 4. (Ρώυτερ).— Κατὰ τὸν Σεπτέμβριον ἐζήτησαν ἄσυλον εἰς τὴν δυτικὴν Γερμανίαν χιλιάδες πρόσφυγες. (1372, 277, 1553, 327)
article-body: Ὁ κατηγορούμενος ἀπελογήθη μὲ θρασύτητα καὶ ἰσχυρίσθη ὅτι ἐνήργησεν εἰς κατάστασιν ἀμύνης. (997, 565, 1168, 615)
subheadline: Τὸ ὕψος τοῦ ὑπεξαιρεθέντος ποσοῦ ἀνέρχεται πέραν τῶν 4.200.000 δραχμῶν (16, 1207, 406, 1247)
article-body: ΑΓΙΟΣ ΦΡΑΓΚΙΣΚΟΣ, 4. (Ἀσσ. Πρές).— Ὁ Ἄγγλος διπλωμάτης, ὁ ὁποῖος ἐγνώρισε προσωπικῶς τὸν Σοβιετικὸν πρωθυπουργόν, ἐδήλωσεν ὅτι ὅταν ὁ κ. Κρούστσεφ θυμώνῃ, τὸ καλύτερον εἶναι νὰ τοῦ δώσῃ κανεὶς ἕνα φιλικὸν κτύπημα εἰς τὸν ὦμον. (424, 91, 625, 178)
article-body: ΛΟΝΔΙΝΟΝ, 4. (Ρώυτερ).— Κατὰ στατιστικὰς ἐρεύνας οἱ Ἰάπωνες χρησιμοποιοῦν περισσότερον ἀπὸ κάθε ἄλλον λαὸν τὸ τηλέφωνον. (424, 787, 625, 836)
column-1 (10, 6, 412, 1525)
article-body: ΑΘΗΝΑΙ, 4.— Ἐλήφθησαν μέτρα ὑγειονομικοῦ ἐλέγχου εἰς τὸ ἀεροδρόμιον τοῦ Ἑλληνικοῦ διὰ τοὺς ταξιδιώτας ἐξ Ἀσίας. (424, 1217, 625, 1267)
headline-trial: ΕΙΣ ΚΑΘΕΙΡΞΙΝ ΔΩΔΕΚΑ ΚΑΙ ΗΜΙΣΕΩΣ ΕΤΩΝ ΚΑΤΕΔΙΚΑΣΘΗ Ο ΓΕΡΩΝ ΓΟΥΔΕΛΗΣ Ο ΦΟΝΕΥΣΑΣ ΤΟΝ ΤΥΡΕΜΠΟΡΟΝ ΜΙΛΙΕΒΙΤΣ (668, 29, 1137, 144)
kicker: Ἀπόφασις τοῦ δημοτικοῦ συμβουλίου (702, 720, 1103, 742)
article-body: ΒΟΛΟΣ, 4.— Ὁ 45ετὴς γεωργὸς ἐδήχθη ὑπὸ κώνωπος μολυνθέντος ἀπὸ τὸ πτῶμα ὄφεως, τὸν ὁποῖον ὁ ἴδιος εἶχε φονεύσει. Μετεφέρθη εἰς τὸ νοσοκομεῖον. (1180, 1047, 1362, 1108)
kicker: ΗΧΗΣΑΝ ΑΝΤΙΔΡΑΣΕΙΣ (463, 489, 586, 501)
article-body: ΛΟΝΔΙΝΟΝ, 4. (Ρώυτερ).— Κατὰ τὸν ἐν Λονδίνῳ συντάκτην τῶν «Τάιμς», οἱ ἀντιπρόσωποι εἴκοσι κομμουνιστικῶν κομμάτων συνεδριάζουν ἤδη εἰς Μόσχαν διὰ νὰ προετοιμάσουν τὴν διάσκεψιν τῶν ἡγετῶν. Ἡ διένεξις μεταξὺ Ρωσσίας καὶ Κίνας θὰ ἀποτελέσῃ τὸ κύριον θέμα. (1180, 1731, 1362, 1842)
headline-berlin: ΕΙΣ ΤΗΝ Α. ΓΕΡΜΑΝΙΑΝ ΑΝΗΚΕΙ ΟΛΟΚΛΗΡΟΝ ΤΟ ΒΕΡΟΛΙΝΟΝ ΥΠΟΣΤΗΡΙΖΕΙ Ο κ. ΟΥΛΜΠΡΙΧΤ (1204, 27, 1530, 108)
lead-paragraph: Η ΔΙΑΦΟΡΑ ΑΠΟΨΕΩΝ ΕΙΝΑΙ Η ΕΞΗΣ: ΟΙ ΚΙΝΕΖΟΙ ΠΙΣΤΕΥΟΥΝ ΟΤΙ ΟΙ ΑΜΕΡΙΚΑΝΟΙ ΘΑ ΕΞΑΠΟΛΥΣΟΥΝ ΕΠΙΘΕΤΙΚΟΝ ΠΟΛΕΜΟΝ ΚΑΙ ΕΝ ΣΥΝΕΧΕΙΑ ΘΑ ΕΠΙΚΡΑΤΗΣΗ ΔΙΑ ΤΗΣ ΒΙΑΣ.— ΟΙ ΡΩΣΣΟΙ ΥΠΟΣΤΗΡΙΖΟΥΝ ΟΤΙ ΕΙΝΑΙ ΔΥΝΑΤΟΝ ΥΠΟ ΤΗΝ ΠΙΕΣΙΝ ΤΗΣ ΠΑΓΚΟΣΜΙΟΥ ΚΟΙΝΗΣ ΓΝΩΜΗΣ, ΝΑ ΣΥΜΦΡΟΝΗΣΟΥΝ ΟΥΤΟΙ ΕΠΙ ΤΟΥ ΑΦΟΠΛΙΣΜΟΥ.— (1180, 1473, 1553, 1574)
